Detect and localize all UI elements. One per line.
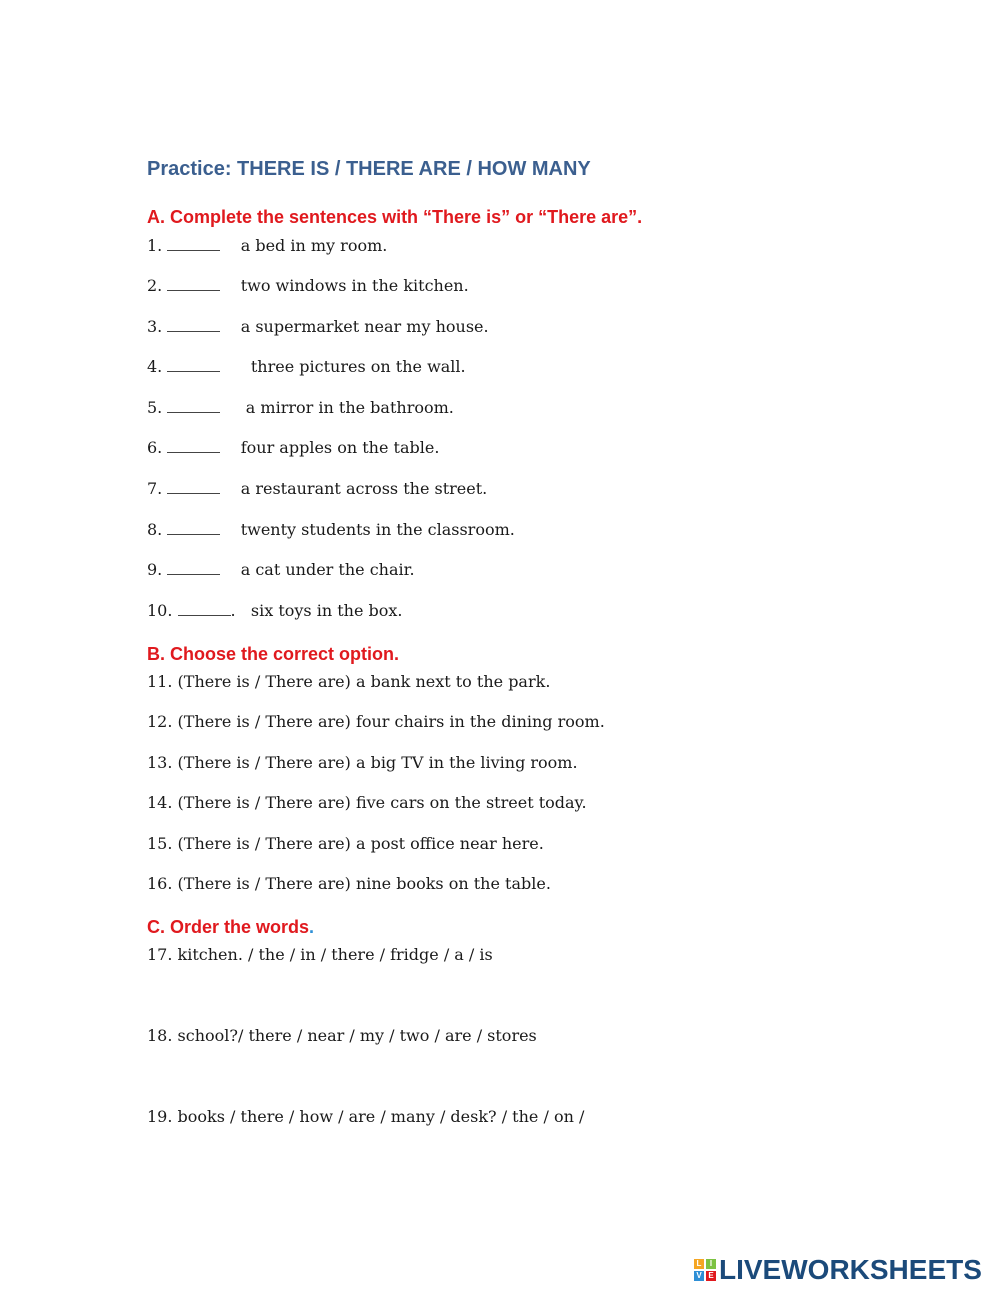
item-text: a bed in my room. [240,236,388,255]
list-item: 12. (There is / There are) four chairs in the dining room. [147,712,605,731]
list-item: 15. (There is / There are) a post office near here. [147,834,544,853]
item-number: 10. [147,601,173,620]
logo-mark-icon [694,1259,716,1281]
list-item: 16. (There is / There are) nine books on the table. [147,874,551,893]
section-c-heading [147,917,314,938]
answer-blank[interactable] [167,560,220,575]
item-text: a cat under the chair. [240,560,415,579]
answer-blank[interactable] [167,520,220,535]
item-text: four apples on the table. [240,438,440,457]
list-item [147,276,469,296]
logo-mark-cell: V [694,1271,704,1281]
item-text: a supermarket near my house. [240,317,489,336]
answer-blank[interactable] [167,398,220,413]
list-item: 19. books / there / how / are / many / desk? / the / on / [147,1107,585,1126]
list-item [147,317,489,337]
answer-blank[interactable] [167,276,220,291]
answer-blank[interactable] [167,438,220,453]
answer-blank[interactable] [167,236,220,251]
item-number: 1. [147,236,163,255]
answer-blank[interactable] [178,601,231,616]
list-item: 17. kitchen. / the / in / there / fridge / a / is [147,945,493,964]
section-a-heading: A. Complete the sentences with “There is” or “There are”. [147,207,643,227]
item-text: six toys in the box. [250,601,403,620]
logo-mark-cell: L [694,1259,704,1269]
list-item [147,520,515,540]
section-b-heading: B. Choose the correct option. [147,644,400,664]
logo-mark-cell: I [706,1259,716,1269]
item-text: two windows in the kitchen. [240,276,469,295]
list-item: 10. . six toys in the box. [147,601,403,620]
list-item: 14. (There is / There are) five cars on the street today. [147,793,587,812]
list-item [147,560,415,580]
item-number: 9. [147,560,163,579]
answer-blank[interactable] [167,357,220,372]
item-number: 8. [147,520,163,539]
list-item: 13. (There is / There are) a big TV in the living room. [147,753,578,772]
worksheet-title: Practice: THERE IS / THERE ARE / HOW MANY [147,158,591,180]
list-item: 18. school?/ there / near / my / two / are / stores [147,1026,537,1045]
section-c-heading-dot: . [309,917,315,937]
section-c-heading-text: C. Order the words [147,917,310,937]
list-item [147,438,439,458]
item-number: 5. [147,398,163,417]
answer-blank[interactable] [167,479,220,494]
answer-blank[interactable] [167,317,220,332]
list-item [147,479,487,499]
item-text: a restaurant across the street. [240,479,488,498]
list-item [147,357,466,377]
item-number: 6. [147,438,163,457]
item-number: 2. [147,276,163,295]
item-text: twenty students in the classroom. [240,520,515,539]
logo-text: LIVEWORKSHEETS [719,1254,982,1285]
item-text: a mirror in the bathroom. [245,398,454,417]
item-number: 7. [147,479,163,498]
liveworksheets-logo [694,1255,982,1285]
list-item: 11. (There is / There are) a bank next to the park. [147,672,551,691]
list-item [147,398,454,418]
item-text: three pictures on the wall. [250,357,466,376]
item-number: 4. [147,357,163,376]
list-item [147,236,387,256]
item-number: 3. [147,317,163,336]
logo-mark-cell: E [706,1271,716,1281]
